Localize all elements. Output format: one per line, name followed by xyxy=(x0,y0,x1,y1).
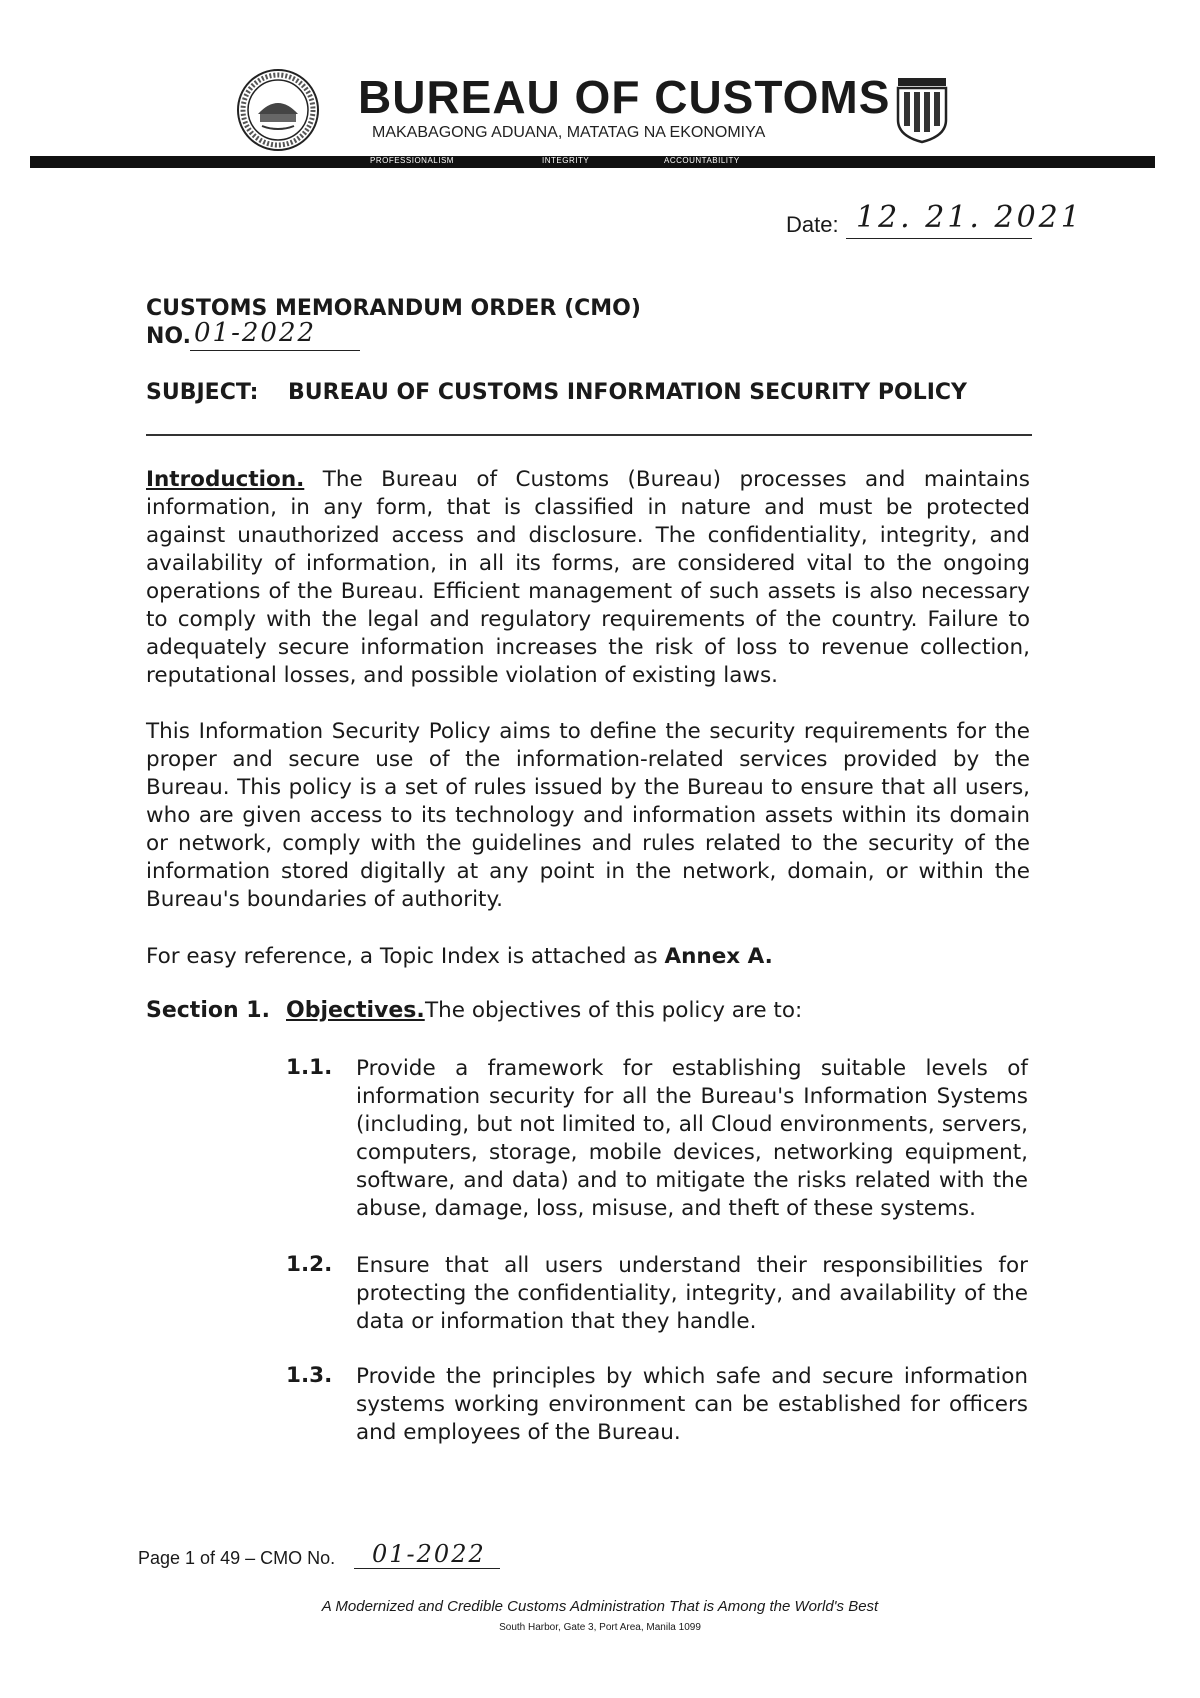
section-label: Section 1. xyxy=(146,998,270,1023)
value-accountability: ACCOUNTABILITY xyxy=(664,156,740,165)
subject-label: SUBJECT: xyxy=(146,380,259,405)
date-label: Date: xyxy=(786,212,839,237)
annex-reference: Annex A. xyxy=(664,944,773,969)
section-intro: The objectives of this policy are to: xyxy=(425,998,803,1023)
bureau-tagline: MAKABAGONG ADUANA, MATATAG NA EKONOMIYA xyxy=(372,124,766,141)
reference-text: For easy reference, a Topic Index is attached as xyxy=(146,944,665,969)
list-item-number: 1.3. xyxy=(286,1363,333,1388)
section-title: Objectives. xyxy=(286,998,425,1023)
page-footer: Page 1 of 49 – CMO No. xyxy=(138,1548,336,1568)
intro-lead: Introduction. xyxy=(146,467,305,492)
value-professionalism: PROFESSIONALISM xyxy=(370,156,454,165)
seal-icon xyxy=(236,68,320,152)
order-no-value: 01-2022 xyxy=(194,318,317,348)
footer-underline xyxy=(354,1568,500,1569)
subject-value: BUREAU OF CUSTOMS INFORMATION SECURITY POLICY xyxy=(288,380,967,405)
bureau-title: BUREAU OF CUSTOMS xyxy=(358,71,891,123)
footer-address: South Harbor, Gate 3, Port Area, Manila 1099 xyxy=(499,1622,701,1633)
boc-shield-icon xyxy=(892,76,952,144)
reference-paragraph xyxy=(146,943,1030,971)
heading-rule xyxy=(146,434,1032,436)
core-values xyxy=(30,156,1155,168)
value-integrity: INTEGRITY xyxy=(542,156,590,165)
date-value: 12. 21. 2021 xyxy=(856,200,1083,235)
order-no-label: NO. xyxy=(146,324,191,349)
list-item: Ensure that all users understand their responsibilities for protecting the confidentiality, integrity, and availability of the data or information that they handle. xyxy=(356,1253,1028,1334)
list-item: Provide the principles by which safe and secure information systems working environment can be established for officers and employees of the Bureau. xyxy=(356,1364,1028,1445)
policy-paragraph: This Information Security Policy aims to define the security requirements for the proper and secure use of the information-related services provided by the Bureau. This policy is a set of rules issued by the Bureau to ensure that all users, who are given access to its technology and information assets within its domain or network, comply with the guidelines and rules related to the security of the information stored digitally at any point in the network, domain, or within the Bureau's boundaries of authority. xyxy=(146,719,1030,912)
date-underline xyxy=(846,238,1032,239)
footer-motto: A Modernized and Credible Customs Administration That is Among the World's Best xyxy=(321,1598,879,1615)
footer-cmo-no: 01-2022 xyxy=(372,1540,486,1568)
intro-text: The Bureau of Customs (Bureau) processes and maintains information, in any form, that is classified in nature and must be protected against unauthorized access and disclosure. The confidentiality, integrity, and availability of information, in all its forms, are considered vital to the ongoing operations of the Bureau. Efficient management of such assets is also necessary to comply with the legal and regulatory requirements of the country. Failure to adequately secure information increases the risk of loss to revenue collection, reputational losses, and possible violation of existing laws. xyxy=(146,467,1030,688)
order-no-underline xyxy=(190,350,360,351)
order-title: CUSTOMS MEMORANDUM ORDER (CMO) xyxy=(146,296,641,321)
intro-paragraph xyxy=(146,466,1030,690)
list-item-number: 1.1. xyxy=(286,1055,333,1080)
list-item-number: 1.2. xyxy=(286,1252,333,1277)
list-item: Provide a framework for establishing suitable levels of information security for all the Bureau's Information Systems (including, but not limited to, all Cloud environments, servers, computers, storage, mobile devices, networking equipment, software, and data) and to mitigate the risks related with the abuse, damage, loss, misuse, and theft of these systems. xyxy=(356,1056,1028,1221)
